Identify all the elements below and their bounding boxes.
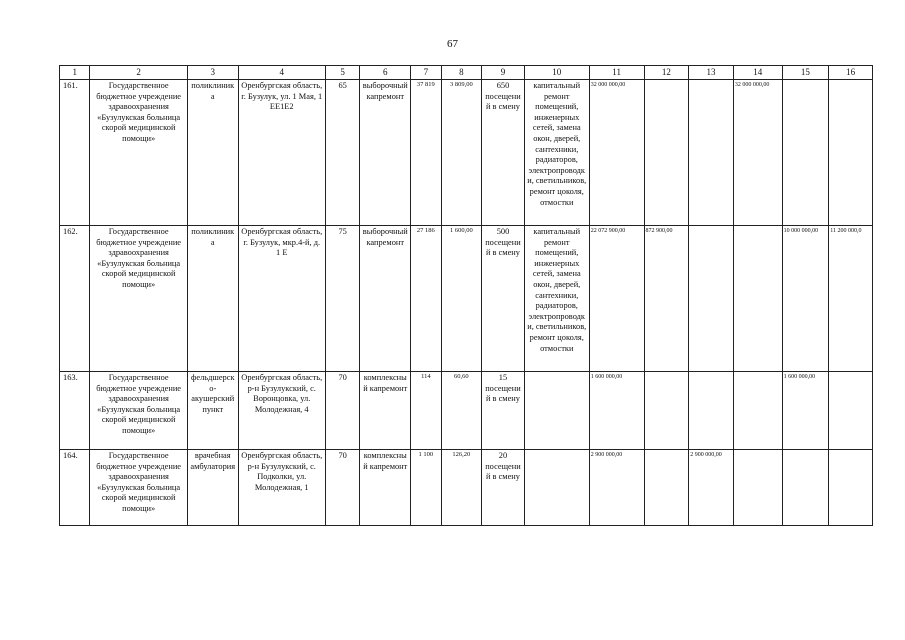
area-col8: 1 600,00 xyxy=(441,226,482,372)
area-col8: 126,20 xyxy=(441,450,482,526)
amount-col15: 1 600 000,00 xyxy=(782,372,829,450)
amount-col13 xyxy=(689,80,734,226)
header-cell: 15 xyxy=(782,66,829,80)
header-cell: 6 xyxy=(360,66,411,80)
row-number: 164. xyxy=(60,450,90,526)
amount-col12: 872 900,00 xyxy=(644,226,689,372)
organization-name: Государственное бюджетное учреждение здравоохранения «Бузулукская больница скорой медицинской помощи» xyxy=(90,372,187,450)
header-cell: 10 xyxy=(524,66,589,80)
table-row xyxy=(60,450,873,526)
area-col7: 1 100 xyxy=(411,450,441,526)
work-type: выборочный капремонт xyxy=(360,226,411,372)
amount-col12 xyxy=(644,450,689,526)
works-description: капитальный ремонт помещений, инженерных сетей, замена окон, дверей, сантехники, радиаторов, электропроводки, светильников, ремонт цоколя, отмостки xyxy=(524,226,589,372)
work-type: выборочный капремонт xyxy=(360,80,411,226)
capacity: 15 посещений в смену xyxy=(482,372,525,450)
capacity: 20 посещений в смену xyxy=(482,450,525,526)
works-description xyxy=(524,372,589,450)
header-cell: 5 xyxy=(325,66,360,80)
capacity: 650 посещений в смену xyxy=(482,80,525,226)
header-cell: 14 xyxy=(733,66,782,80)
work-type: комплексный капремонт xyxy=(360,372,411,450)
header-cell: 11 xyxy=(589,66,644,80)
amount-col12 xyxy=(644,372,689,450)
amount-col16 xyxy=(829,450,873,526)
header-row xyxy=(60,66,873,80)
amount-col13 xyxy=(689,226,734,372)
facility-type: врачебная амбулатория xyxy=(187,450,238,526)
address: Оренбургская область, г. Бузулук, ул. 1 Мая, 1 ЕЕ1Е2 xyxy=(238,80,325,226)
amount-col14 xyxy=(733,372,782,450)
amount-col14 xyxy=(733,450,782,526)
capacity: 500 посещений в смену xyxy=(482,226,525,372)
table-row xyxy=(60,80,873,226)
amount-col16: 11 200 000,0 xyxy=(829,226,873,372)
value-col5: 65 xyxy=(325,80,360,226)
header-cell: 9 xyxy=(482,66,525,80)
header-cell: 3 xyxy=(187,66,238,80)
area-col8: 60,60 xyxy=(441,372,482,450)
objects-table xyxy=(59,65,873,526)
address: Оренбургская область, р-н Бузулукский, с. Воронцовка, ул. Молодежная, 4 xyxy=(238,372,325,450)
works-description: капитальный ремонт помещений, инженерных сетей, замена окон, дверей, сантехники, радиаторов, электропроводки, светильников, ремонт цоколя, отмостки xyxy=(524,80,589,226)
value-col5: 75 xyxy=(325,226,360,372)
amount-col12 xyxy=(644,80,689,226)
area-col7: 37 819 xyxy=(411,80,441,226)
amount-col16 xyxy=(829,372,873,450)
facility-type: поликлиника xyxy=(187,226,238,372)
value-col5: 70 xyxy=(325,450,360,526)
row-number: 161. xyxy=(60,80,90,226)
facility-type: поликлиника xyxy=(187,80,238,226)
amount-col15 xyxy=(782,450,829,526)
amount-col16 xyxy=(829,80,873,226)
address: Оренбургская область, р-н Бузулукский, с. Подколки, ул. Молодежная, 1 xyxy=(238,450,325,526)
organization-name: Государственное бюджетное учреждение здравоохранения «Бузулукская больница скорой медицинской помощи» xyxy=(90,80,187,226)
header-cell: 1 xyxy=(60,66,90,80)
work-type: комплексный капремонт xyxy=(360,450,411,526)
row-number: 162. xyxy=(60,226,90,372)
page-number: 67 xyxy=(447,38,458,50)
amount-col14: 32 000 000,00 xyxy=(733,80,782,226)
value-col5: 70 xyxy=(325,372,360,450)
table-body xyxy=(60,66,873,526)
organization-name: Государственное бюджетное учреждение здравоохранения «Бузулукская больница скорой медицинской помощи» xyxy=(90,226,187,372)
area-col7: 27 186 xyxy=(411,226,441,372)
works-description xyxy=(524,450,589,526)
amount-col13 xyxy=(689,372,734,450)
total-amount: 1 600 000,00 xyxy=(589,372,644,450)
amount-col14 xyxy=(733,226,782,372)
area-col7: 114 xyxy=(411,372,441,450)
row-number: 163. xyxy=(60,372,90,450)
header-cell: 13 xyxy=(689,66,734,80)
amount-col13: 2 900 000,00 xyxy=(689,450,734,526)
area-col8: 3 809,00 xyxy=(441,80,482,226)
header-cell: 8 xyxy=(441,66,482,80)
header-cell: 4 xyxy=(238,66,325,80)
facility-type: фельдшерско-акушерский пункт xyxy=(187,372,238,450)
total-amount: 32 000 000,00 xyxy=(589,80,644,226)
total-amount: 2 900 000,00 xyxy=(589,450,644,526)
header-cell: 7 xyxy=(411,66,441,80)
header-cell: 12 xyxy=(644,66,689,80)
header-cell: 2 xyxy=(90,66,187,80)
amount-col15 xyxy=(782,80,829,226)
table-row xyxy=(60,372,873,450)
table-row xyxy=(60,226,873,372)
total-amount: 22 072 900,00 xyxy=(589,226,644,372)
address: Оренбургская область, г. Бузулук, мкр.4-й, д. 1 Е xyxy=(238,226,325,372)
organization-name: Государственное бюджетное учреждение здравоохранения «Бузулукская больница скорой медицинской помощи» xyxy=(90,450,187,526)
amount-col15: 10 000 000,00 xyxy=(782,226,829,372)
header-cell: 16 xyxy=(829,66,873,80)
